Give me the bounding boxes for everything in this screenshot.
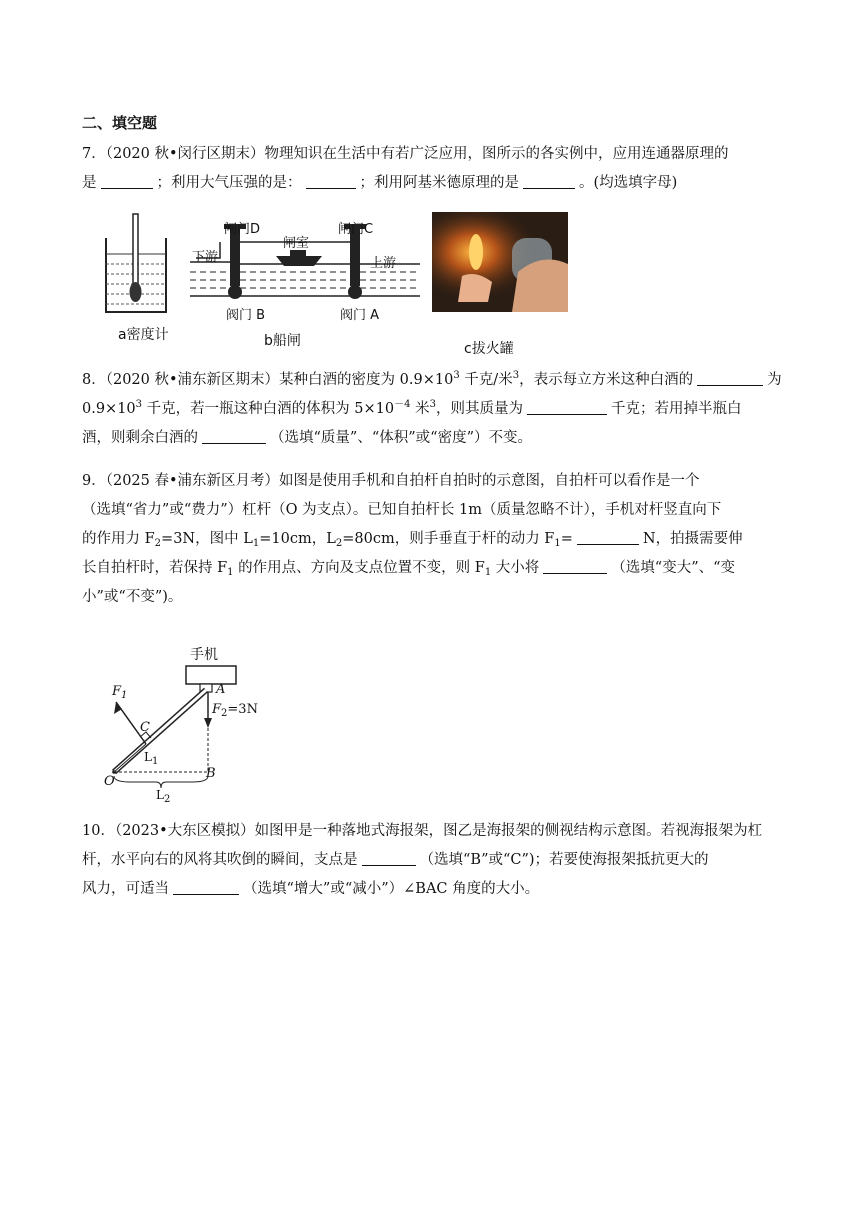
q7-line-1: [82, 140, 782, 169]
answer-blank: [523, 172, 575, 189]
q7-line-2: 是 ；利用大气压强的是： ；利用阿基米德原理的是 。(均选填字母): [82, 169, 782, 198]
question-9: [82, 467, 782, 612]
q8-source: （2020 秋•浦东新区期末）: [105, 372, 280, 388]
selfie-stick-figure: [100, 640, 280, 810]
answer-blank: [543, 557, 607, 574]
question-8: [82, 366, 782, 453]
q8-line-2: $0.9\times 10^3$ 千克，若一瓶这种白酒的体积为 $5\times 10^{-4}$ 米$^3$，则其质量为 千克；若用掉半瓶白: [82, 399, 742, 417]
q10-line-2: 杆，水平向右的风将其吹倒的瞬间，支点是 （选填“B”或“C”)；若要使海报架抵抗更大的: [82, 846, 782, 875]
label-L1: $L_1$: [144, 750, 159, 767]
q9-line-5: 小”或“不变”)。: [82, 589, 183, 605]
question-7: [82, 140, 782, 198]
section-title: 二、填空题: [82, 114, 158, 132]
q7-number: 7．: [82, 146, 106, 162]
q7-source: （2020 秋•闵行区期末）: [105, 146, 265, 162]
q8-line-1: 8．（2020 秋•浦东新区期末）某种白酒的密度为 $0.9\times 10^3$ 千克/米$^3$，表示每立方米这种白酒的 为: [82, 370, 782, 388]
answer-blank: [362, 849, 416, 866]
caption-c: c拔火罐: [464, 341, 514, 357]
q8-line-3: 酒，则剩余白酒的 （选填“质量”、“体积”或“密度”）不变。: [82, 424, 782, 453]
label-F2: $F_2=3N$: [212, 702, 258, 719]
q10-line-1: 10．（2023•大东区模拟）如图甲是一种落地式海报架，图乙是海报架的侧视结构示意图。若视海报架为杠: [82, 823, 763, 839]
q9-line-4: 长自拍杆时，若保持 $F_1$ 的作用点、方向及支点位置不变，则 $F_1$ 大小将 （选填“变大”、“变: [82, 554, 782, 583]
label-phone: 手机: [190, 647, 218, 663]
label-C: C: [140, 720, 150, 735]
answer-blank: [306, 172, 356, 189]
q9-line-3: 的作用力 $F_2=3N$，图中 $L_1=10cm$，$L_2=80cm$，则手垂直于杆的动力 $F_1= N$，拍摄需要伸: [82, 525, 782, 554]
question-10: [82, 817, 782, 904]
q10-line-3: 风力，可适当 （选填“增大”或“减小”）∠BAC 角度的大小。: [82, 875, 782, 904]
answer-blank: [173, 878, 239, 895]
label-upstream: 上游: [370, 256, 397, 271]
answer-blank: [577, 528, 639, 545]
answer-blank: [527, 398, 607, 415]
caption-a: a密度计: [118, 327, 169, 343]
label-downstream: 下游: [192, 250, 219, 265]
ship-lock-figure: [190, 212, 420, 354]
hydrometer-figure: [100, 212, 180, 352]
label-gate-c: 闸门C: [338, 222, 374, 237]
label-L2: $L_2$: [156, 788, 171, 805]
q9-line-1: 9．（2025 春•浦东新区月考）如图是使用手机和自拍杆自拍时的示意图，自拍杆可以看作是一个: [82, 473, 700, 489]
q10-source: （2023•大东区模拟）: [114, 823, 255, 839]
label-F1: $F_1$: [112, 684, 128, 701]
answer-blank: [101, 172, 153, 189]
label-valve-b: 阀门 B: [226, 308, 266, 323]
label-gate-d: 闸门D: [224, 222, 261, 237]
caption-b: b船闸: [264, 333, 301, 349]
q9-source: （2025 春•浦东新区月考）: [105, 473, 280, 489]
label-chamber: 闸室: [283, 236, 310, 251]
answer-blank: [202, 427, 266, 444]
label-valve-a: 阀门 A: [340, 308, 380, 323]
q9-line-2: （选填“省力”或“费力”）杠杆（O 为支点）。已知自拍杆长 1m（质量忽略不计），手机对杆竖直向下: [82, 502, 722, 518]
q7-text: 物理知识在生活中有若广泛应用，图所示的各实例中，应用连通器原理的: [264, 146, 729, 162]
cupping-figure: [432, 212, 572, 362]
label-O: O: [104, 774, 115, 789]
label-A: A: [216, 682, 226, 697]
answer-blank: [697, 369, 763, 386]
label-B: B: [206, 766, 216, 781]
